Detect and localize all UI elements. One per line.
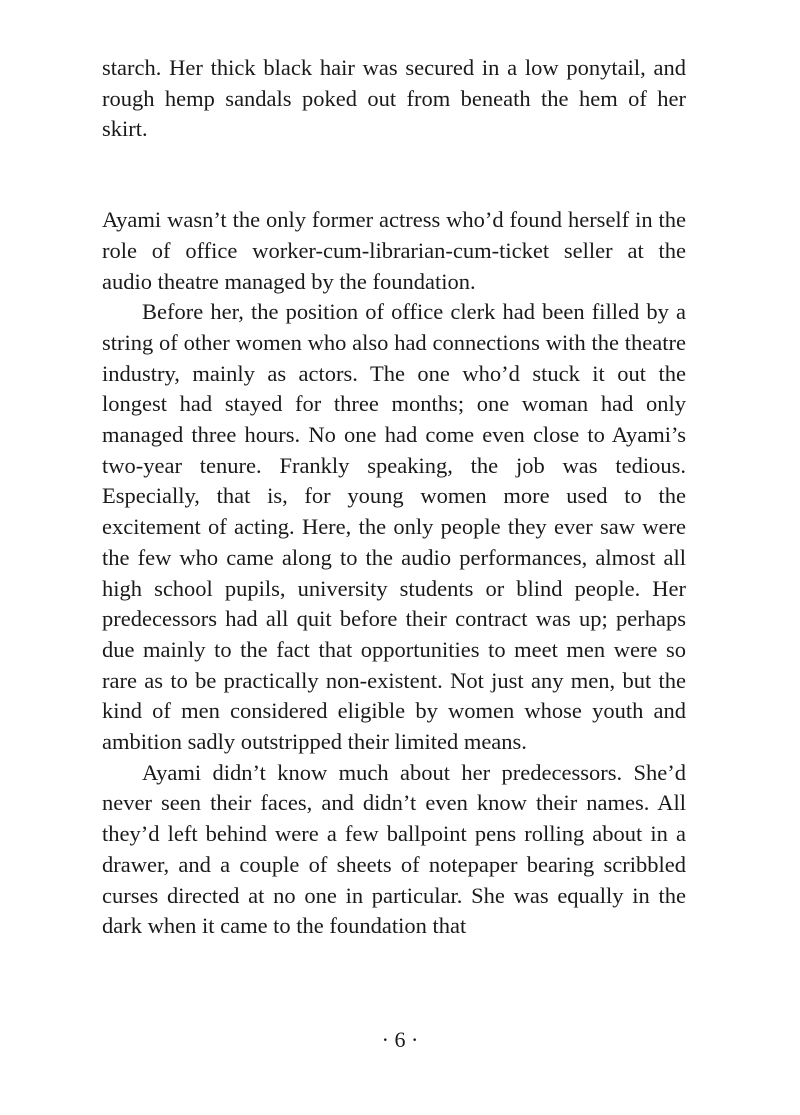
- paragraph: Before her, the position of office clerk had been filled by a string of other women who also had connections with the theatre industry, mainly as actors. The one who’d stuck it out the longest had stayed for three months; one woman had only managed three hours. No one had come even close to Ayami’s two-year tenure. Frankly speaking, the job was tedious. Especially, that is, for young women more used to the excitement of acting. Here, the only people they ever saw were the few who came along to the audio performances, almost all high school pupils, university students or blind people. Her predecessors had all quit before their contract was up; perhaps due mainly to the fact that opportunities to meet men were so rare as to be practically non-existent. Not just any men, but the kind of men considered eligible by women whose youth and ambition sadly outstripped their limited means.: [102, 299, 686, 755]
- page-body: [102, 53, 686, 942]
- paragraph-section-start: Ayami wasn’t the only former actress who’d found herself in the role of office worker-cum-librarian-cum-ticket seller at the audio theatre managed by the foundation.: [102, 207, 686, 294]
- section-break: [102, 145, 686, 205]
- paragraph-continued: starch. Her thick black hair was secured in a low ponytail, and rough hemp sandals poked out from beneath the hem of her skirt.: [102, 55, 686, 142]
- page-number: · 6 ·: [381, 1027, 419, 1052]
- paragraph: Ayami didn’t know much about her predecessors. She’d never seen their faces, and didn’t even know their names. All they’d left behind were a few ballpoint pens rolling about in a drawer, and a couple of sheets of notepaper bearing scribbled curses directed at no one in particular. She was equally in the dark when it came to the foundation that: [102, 759, 686, 939]
